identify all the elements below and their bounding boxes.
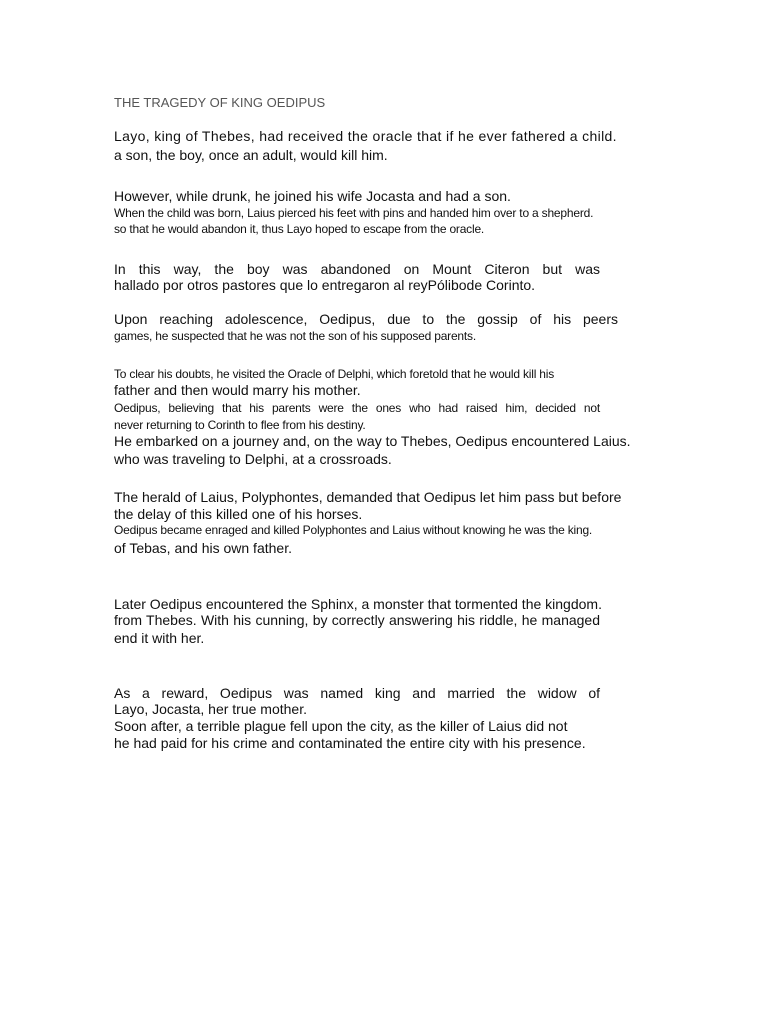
- text-line: When the child was born, Laius pierced his feet with pins and handed him over to a shepherd.: [114, 206, 594, 220]
- text-line: Layo, Jocasta, her true mother.: [114, 701, 307, 717]
- text-line: Upon reaching adolescence, Oedipus, due to the gossip of his peers: [114, 311, 618, 327]
- text-line: Later Oedipus encountered the Sphinx, a monster that tormented the kingdom.: [114, 596, 602, 612]
- text-line: Oedipus, believing that his parents were the ones who had raised him, decided not: [114, 401, 600, 415]
- text-line: from Thebes. With his cunning, by correctly answering his riddle, he managed: [114, 612, 600, 628]
- text-line: who was traveling to Delphi, at a crossroads.: [114, 451, 392, 467]
- text-line: In this way, the boy was abandoned on Mount Citeron but was: [114, 261, 600, 277]
- text-line: To clear his doubts, he visited the Oracle of Delphi, which foretold that he would kill his: [114, 367, 555, 381]
- text-line: a son, the boy, once an adult, would kill him.: [114, 147, 388, 163]
- text-line: However, while drunk, he joined his wife Jocasta and had a son.: [114, 188, 511, 204]
- text-line: Soon after, a terrible plague fell upon the city, as the killer of Laius did not: [114, 718, 568, 734]
- text-line: so that he would abandon it, thus Layo hoped to escape from the oracle.: [114, 222, 485, 236]
- text-line: Oedipus became enraged and killed Polyphontes and Laius without knowing he was the king.: [114, 523, 593, 537]
- text-line: he had paid for his crime and contaminated the entire city with his presence.: [114, 735, 586, 751]
- text-line: never returning to Corinth to flee from his destiny.: [114, 418, 366, 432]
- text-line: Layo, king of Thebes, had received the oracle that if he ever fathered a child.: [114, 128, 617, 144]
- text-line: the delay of this killed one of his horses.: [114, 506, 363, 522]
- text-line: end it with her.: [114, 630, 205, 646]
- text-line: father and then would marry his mother.: [114, 382, 361, 398]
- text-line: He embarked on a journey and, on the way to Thebes, Oedipus encountered Laius.: [114, 433, 631, 449]
- text-line: hallado por otros pastores que lo entregaron al reyPólibode Corinto.: [114, 277, 536, 293]
- text-line: As a reward, Oedipus was named king and married the widow of: [114, 685, 600, 701]
- text-line: The herald of Laius, Polyphontes, demanded that Oedipus let him pass but before: [114, 489, 622, 505]
- text-line: of Tebas, and his own father.: [114, 540, 292, 556]
- document-title: THE TRAGEDY OF KING OEDIPUS: [114, 95, 326, 110]
- text-line: games, he suspected that he was not the son of his supposed parents.: [114, 329, 476, 343]
